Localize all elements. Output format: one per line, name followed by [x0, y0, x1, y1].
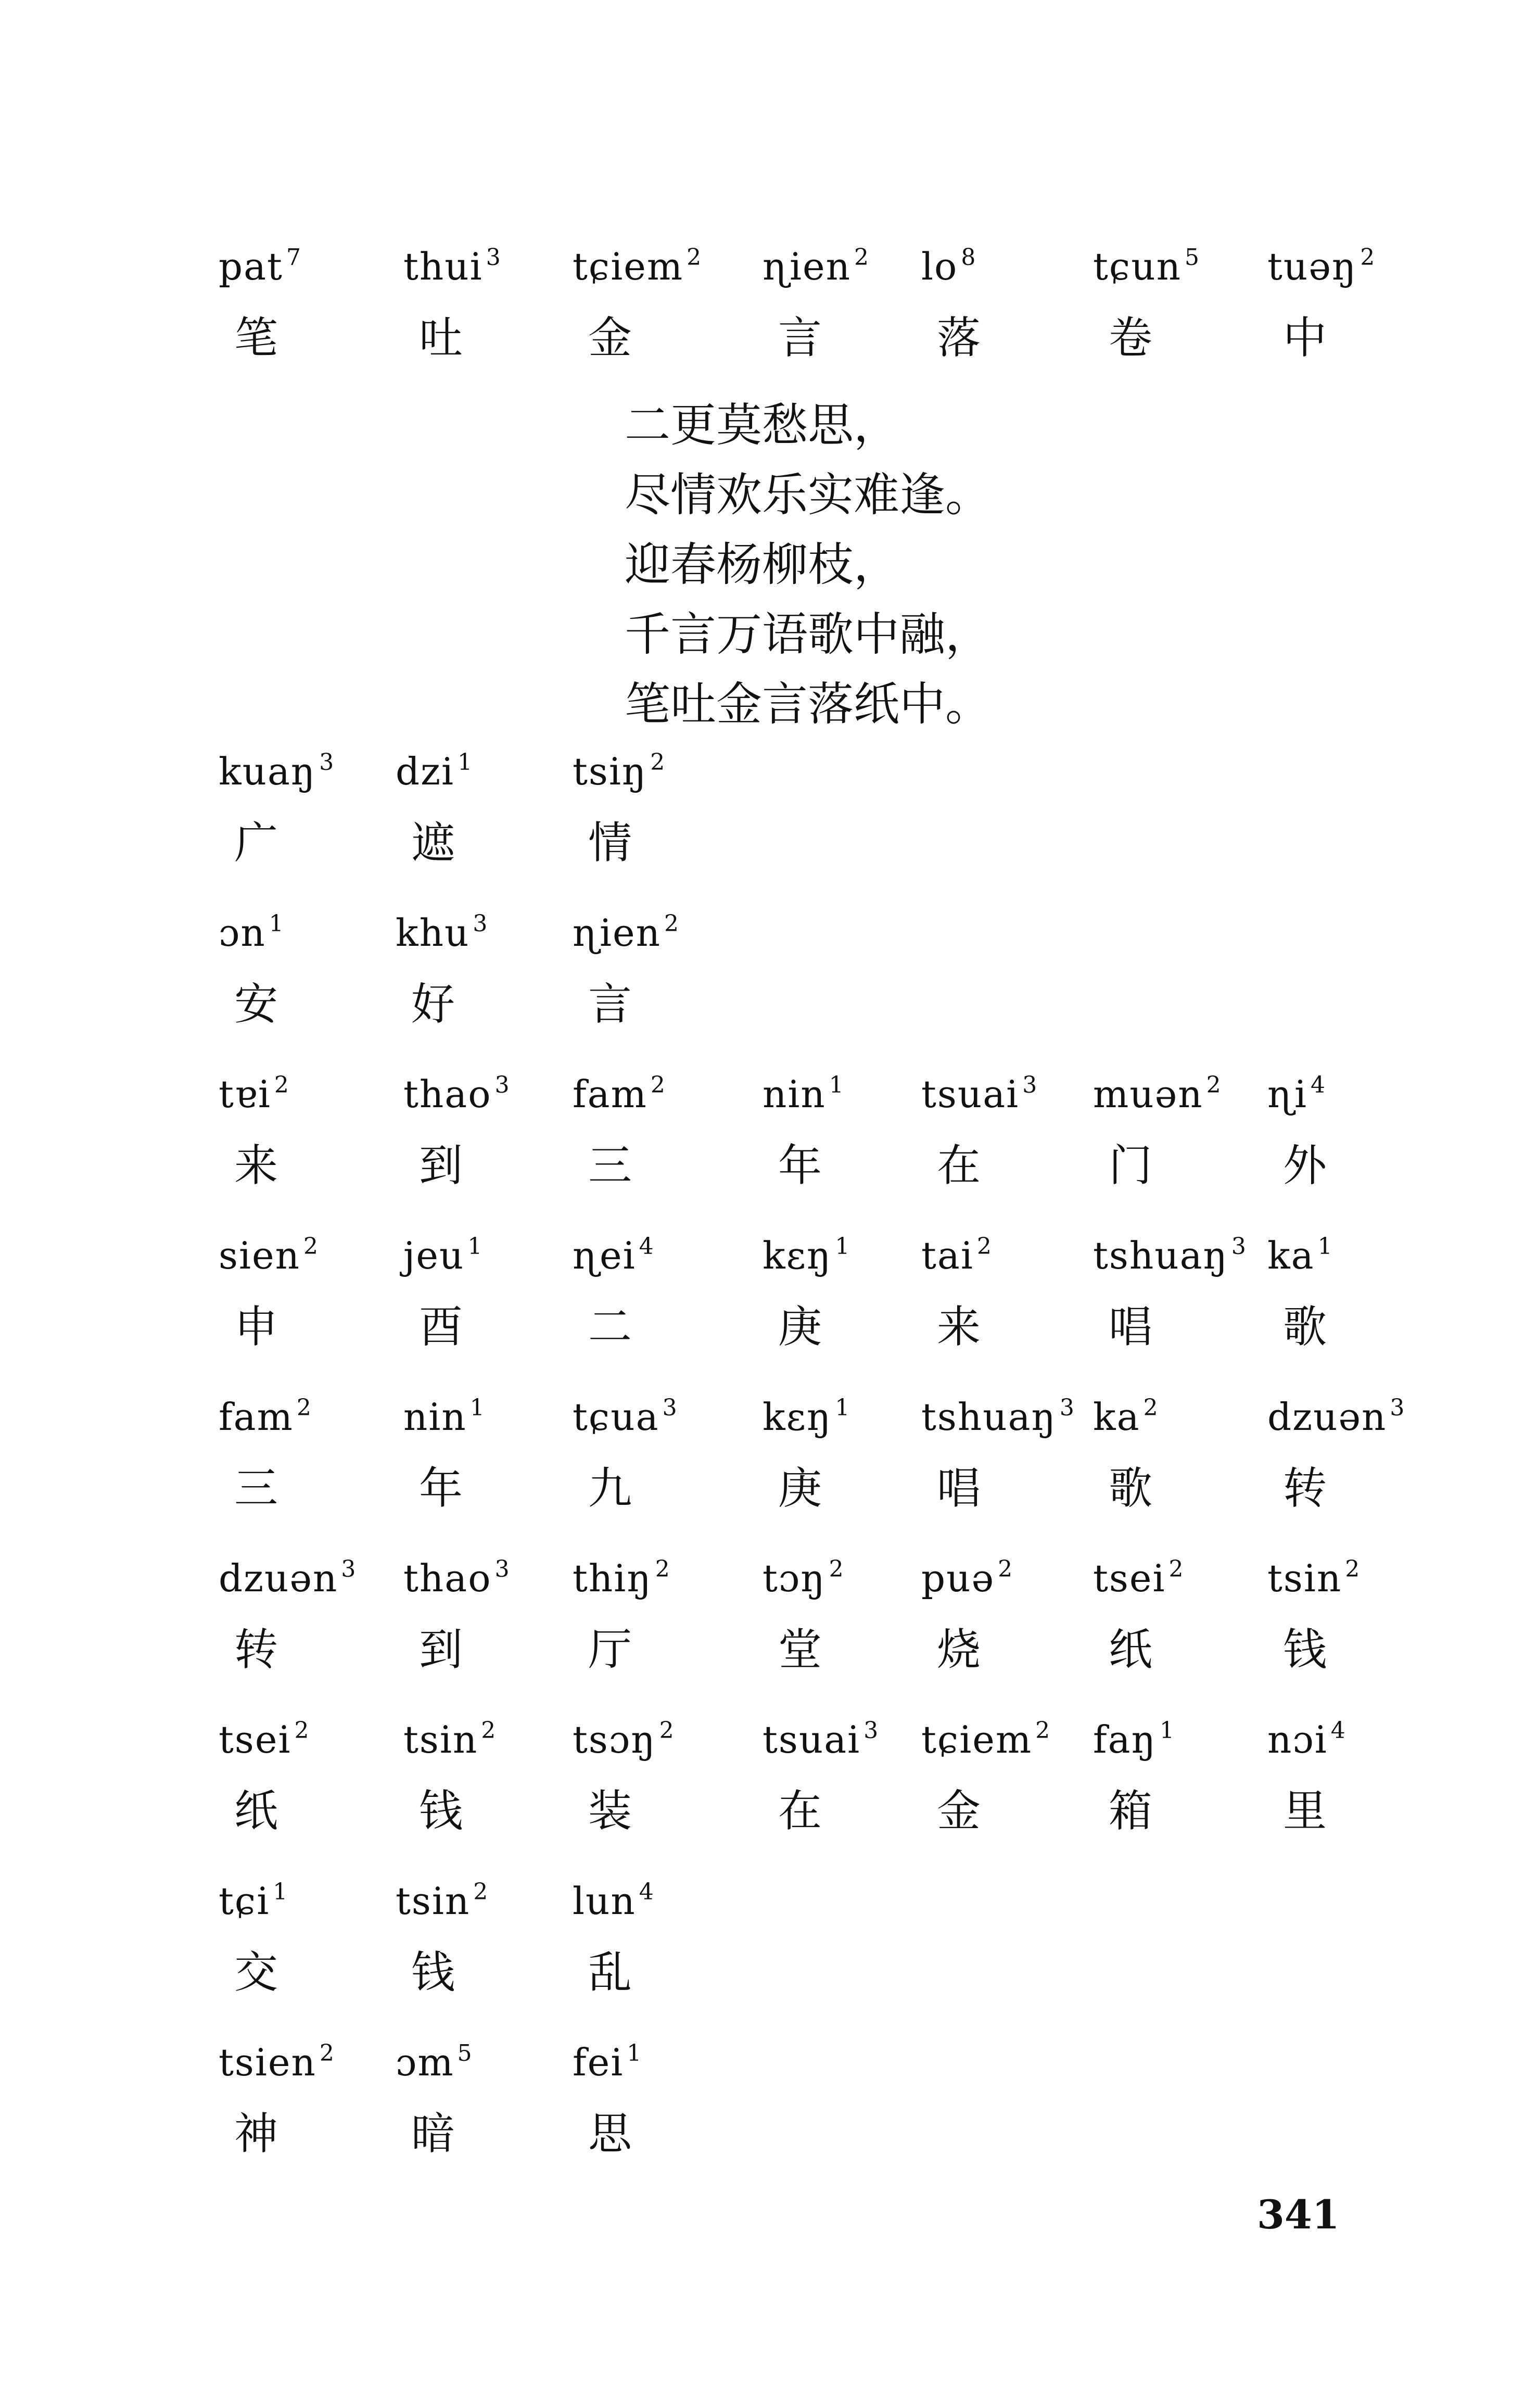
syllable: nin 1 — [403, 1395, 485, 1439]
romanization-row — [219, 1556, 1439, 1600]
chinese-char: 纸 — [234, 1785, 278, 1836]
poem-stanza — [625, 390, 991, 739]
syllable: nin 1 — [763, 1072, 844, 1116]
gloss-block-3 — [219, 911, 750, 1032]
syllable: faŋ 1 — [1093, 1717, 1174, 1761]
syllable: ɳien 2 — [573, 910, 679, 955]
chinese-char: 在 — [778, 1785, 822, 1836]
chinese-char: 年 — [778, 1140, 822, 1191]
chinese-char: 情 — [588, 817, 632, 868]
romanization-row — [219, 911, 750, 955]
syllable: fei 1 — [573, 2040, 642, 2084]
chinese-char: 中 — [1283, 312, 1327, 363]
poem-line: 尽情欢乐实难逢。 — [625, 468, 992, 522]
syllable: dzi 1 — [396, 749, 473, 793]
poem-line: 千言万语歌中融， — [625, 607, 992, 661]
syllable: thao 3 — [403, 1556, 510, 1600]
chinese-char: 酉 — [419, 1301, 463, 1352]
syllable: tai 2 — [921, 1233, 992, 1277]
syllable: tsiŋ 2 — [573, 749, 665, 793]
chinese-char: 唱 — [1109, 1301, 1153, 1352]
chinese-char: 庚 — [778, 1463, 822, 1514]
chinese-char: 装 — [588, 1785, 632, 1836]
syllable: tsei 2 — [219, 1717, 309, 1761]
chinese-char: 九 — [588, 1463, 632, 1514]
chinese-char: 广 — [234, 817, 278, 868]
poem-line: 二更莫愁思， — [625, 398, 900, 452]
syllable: tsei 2 — [1093, 1556, 1184, 1600]
syllable: fam 2 — [219, 1395, 311, 1439]
syllable: tɐi 2 — [219, 1072, 289, 1116]
romanization-row — [219, 1879, 750, 1923]
gloss-block-8 — [219, 1718, 1439, 1839]
romanization-row — [219, 750, 750, 793]
chinese-char: 二 — [588, 1301, 632, 1352]
chinese-char: 堂 — [778, 1624, 822, 1675]
chinese-char: 神 — [234, 2108, 278, 2159]
chinese-row — [219, 1615, 1439, 1678]
chinese-char: 门 — [1109, 1140, 1153, 1191]
syllable: muən 2 — [1093, 1072, 1221, 1116]
syllable: tsuai 3 — [763, 1717, 879, 1761]
syllable: tɔŋ 2 — [763, 1556, 844, 1600]
syllable: tshuaŋ 3 — [921, 1395, 1074, 1439]
page-number: 341 — [1257, 2191, 1340, 2238]
gloss-block-6 — [219, 1395, 1439, 1516]
syllable: tsuai 3 — [921, 1072, 1037, 1116]
syllable: ɔm 5 — [396, 2040, 472, 2084]
gloss-block-10 — [219, 2041, 750, 2162]
syllable: ɳien 2 — [763, 244, 869, 288]
syllable: tɕiem 2 — [921, 1717, 1050, 1761]
syllable: ka 1 — [1267, 1233, 1332, 1277]
chinese-char: 歌 — [1109, 1463, 1153, 1514]
chinese-row — [219, 808, 750, 871]
syllable: tɕua 3 — [573, 1395, 677, 1439]
syllable: thao 3 — [403, 1072, 510, 1116]
gloss-block-1 — [219, 245, 1439, 366]
chinese-char: 钱 — [419, 1785, 463, 1836]
syllable: tsien 2 — [219, 2040, 334, 2084]
chinese-char: 言 — [778, 312, 822, 363]
syllable: dzuən 3 — [1267, 1395, 1405, 1439]
syllable: fam 2 — [573, 1072, 665, 1116]
chinese-char: 转 — [1283, 1463, 1327, 1514]
chinese-char: 思 — [588, 2108, 632, 2159]
syllable: tshuaŋ 3 — [1093, 1233, 1246, 1277]
chinese-char: 金 — [937, 1785, 981, 1836]
poem-line: 笔吐金言落纸中。 — [625, 677, 992, 731]
chinese-char: 在 — [937, 1140, 981, 1191]
chinese-char: 到 — [419, 1140, 463, 1191]
chinese-char: 落 — [937, 312, 981, 363]
romanization-row — [219, 2041, 750, 2084]
gloss-block-2 — [219, 750, 750, 871]
chinese-row — [219, 1776, 1439, 1839]
chinese-char: 来 — [937, 1301, 981, 1352]
chinese-char: 钱 — [411, 1947, 455, 1998]
syllable: kuaŋ 3 — [219, 749, 334, 793]
chinese-char: 笔 — [234, 312, 278, 363]
chinese-char: 厅 — [588, 1624, 632, 1675]
chinese-row — [219, 1292, 1439, 1355]
chinese-char: 纸 — [1109, 1624, 1153, 1675]
chinese-char: 歌 — [1283, 1301, 1327, 1352]
syllable: sien 2 — [219, 1233, 318, 1277]
chinese-char: 乱 — [588, 1947, 632, 1998]
chinese-char: 遮 — [411, 817, 455, 868]
chinese-row — [219, 303, 1439, 366]
chinese-char: 转 — [234, 1624, 278, 1675]
syllable: tɕun 5 — [1093, 244, 1199, 288]
chinese-char: 申 — [234, 1301, 278, 1352]
syllable: thui 3 — [403, 244, 501, 288]
syllable: kɛŋ 1 — [763, 1395, 850, 1439]
chinese-char: 卷 — [1109, 312, 1153, 363]
romanization-row — [219, 1234, 1439, 1277]
chinese-char: 里 — [1283, 1785, 1327, 1836]
syllable: tɕiem 2 — [573, 244, 702, 288]
syllable: ɔn 1 — [219, 910, 284, 955]
chinese-row — [219, 1131, 1439, 1194]
gloss-block-4 — [219, 1072, 1439, 1194]
syllable: dzuən 3 — [219, 1556, 356, 1600]
romanization-row — [219, 1718, 1439, 1761]
chinese-char: 三 — [234, 1463, 278, 1514]
chinese-char: 吐 — [419, 312, 463, 363]
syllable: tsin 2 — [403, 1717, 496, 1761]
syllable: nɔi 4 — [1267, 1717, 1345, 1761]
chinese-char: 庚 — [778, 1301, 822, 1352]
poem-line: 迎春杨柳枝， — [625, 538, 900, 591]
chinese-char: 交 — [234, 1947, 278, 1998]
syllable: khu 3 — [396, 910, 488, 955]
chinese-char: 唱 — [937, 1463, 981, 1514]
chinese-char: 钱 — [1283, 1624, 1327, 1675]
gloss-block-9 — [219, 1879, 750, 2000]
romanization-row — [219, 245, 1439, 288]
chinese-char: 金 — [588, 312, 632, 363]
syllable: lun 4 — [573, 1879, 654, 1923]
syllable: tsin 2 — [396, 1879, 488, 1923]
chinese-char: 年 — [419, 1463, 463, 1514]
chinese-char: 安 — [234, 979, 278, 1030]
gloss-block-7 — [219, 1556, 1439, 1678]
chinese-char: 暗 — [411, 2108, 455, 2159]
syllable: tsɔŋ 2 — [573, 1717, 674, 1761]
syllable: puə 2 — [921, 1556, 1013, 1600]
chinese-char: 言 — [588, 979, 632, 1030]
chinese-char: 箱 — [1109, 1785, 1153, 1836]
syllable: jeu 1 — [403, 1233, 482, 1277]
chinese-char: 外 — [1283, 1140, 1327, 1191]
romanization-row — [219, 1395, 1439, 1439]
chinese-char: 三 — [588, 1140, 632, 1191]
syllable: kɛŋ 1 — [763, 1233, 850, 1277]
syllable: ka 2 — [1093, 1395, 1158, 1439]
syllable: tsin 2 — [1267, 1556, 1360, 1600]
syllable: ɳi 4 — [1267, 1072, 1325, 1116]
syllable: thiŋ 2 — [573, 1556, 670, 1600]
chinese-row — [219, 2099, 750, 2162]
syllable: ɳei 4 — [573, 1233, 654, 1277]
syllable: pat 7 — [219, 244, 301, 288]
syllable: tuəŋ 2 — [1267, 244, 1375, 288]
romanization-row — [219, 1072, 1439, 1116]
chinese-char: 烧 — [937, 1624, 981, 1675]
chinese-row — [219, 1453, 1439, 1516]
syllable: lo 8 — [921, 244, 976, 288]
chinese-row — [219, 969, 750, 1032]
syllable: tɕi 1 — [219, 1879, 288, 1923]
chinese-row — [219, 1937, 750, 2000]
chinese-char: 到 — [419, 1624, 463, 1675]
chinese-char: 来 — [234, 1140, 278, 1191]
chinese-char: 好 — [411, 979, 455, 1030]
gloss-block-5 — [219, 1234, 1439, 1355]
